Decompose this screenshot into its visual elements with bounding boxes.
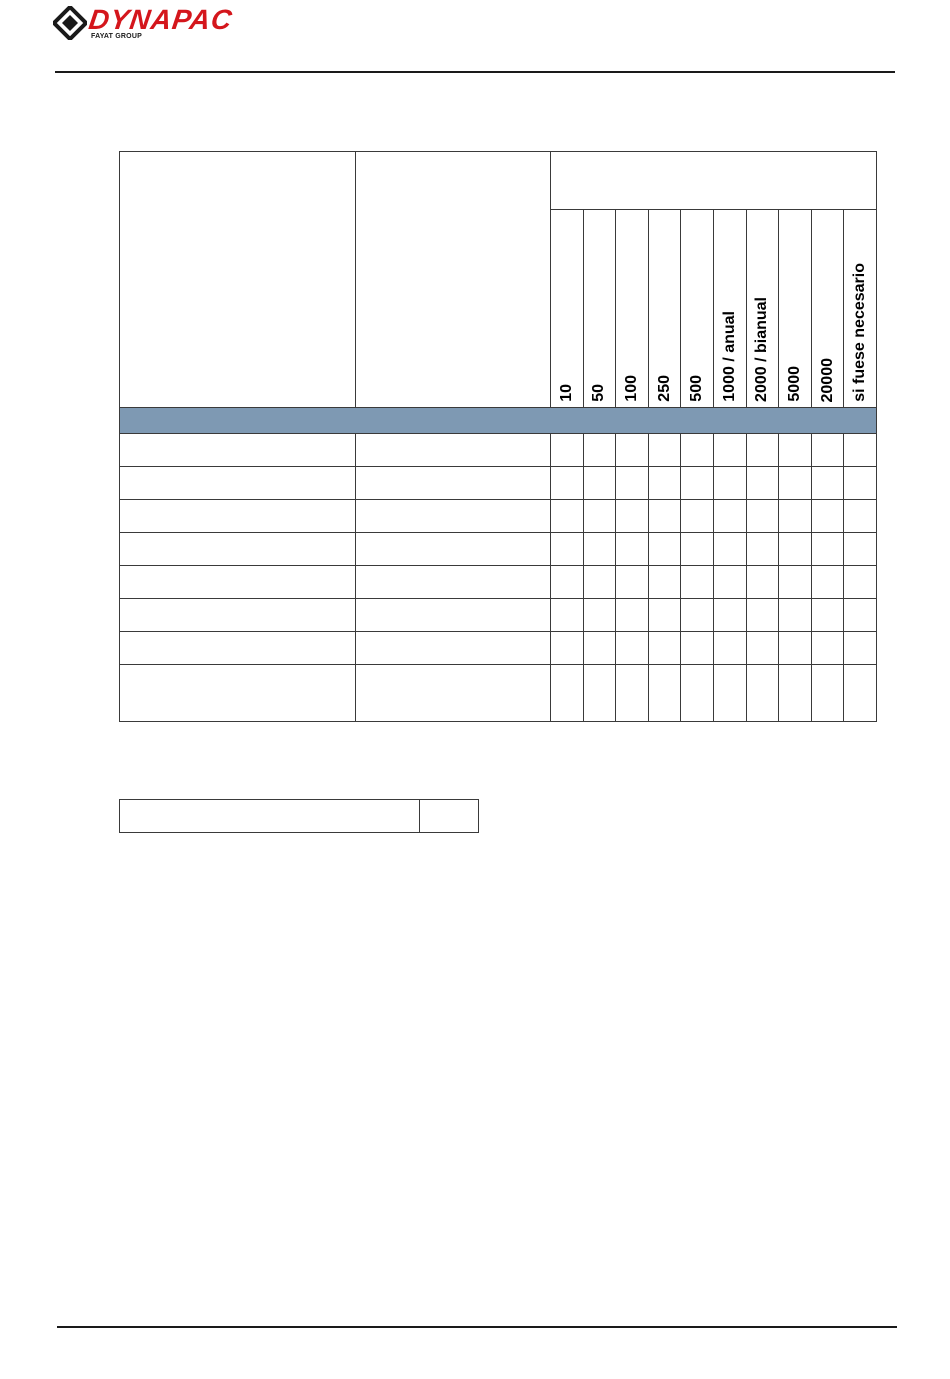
interval-header-10: 10 bbox=[551, 210, 584, 408]
interval-check-cell bbox=[811, 434, 844, 467]
interval-check-cell bbox=[648, 434, 681, 467]
interval-check-cell bbox=[844, 665, 877, 722]
interval-check-cell bbox=[681, 434, 714, 467]
interval-check-cell bbox=[779, 599, 812, 632]
table-row bbox=[120, 500, 877, 533]
interval-check-cell bbox=[583, 467, 616, 500]
table-row bbox=[120, 632, 877, 665]
description-cell bbox=[356, 566, 551, 599]
interval-check-cell bbox=[551, 500, 584, 533]
header-cell-item bbox=[120, 152, 356, 408]
interval-check-cell bbox=[648, 467, 681, 500]
brand-subtitle: FAYAT GROUP bbox=[91, 33, 142, 40]
interval-header-250: 250 bbox=[648, 210, 681, 408]
section-header-cell bbox=[120, 408, 877, 434]
table-body bbox=[120, 434, 877, 722]
interval-check-cell bbox=[583, 665, 616, 722]
interval-check-cell bbox=[779, 467, 812, 500]
item-cell bbox=[120, 434, 356, 467]
table-row bbox=[120, 566, 877, 599]
interval-check-cell bbox=[681, 533, 714, 566]
interval-check-cell bbox=[779, 566, 812, 599]
maintenance-schedule-table bbox=[119, 151, 877, 722]
table-row bbox=[120, 665, 877, 722]
interval-check-cell bbox=[746, 599, 779, 632]
summary-value-cell bbox=[420, 800, 479, 833]
interval-check-cell bbox=[681, 500, 714, 533]
table-header-row bbox=[120, 152, 877, 210]
header-cell-intervals-group bbox=[551, 152, 877, 210]
interval-check-cell bbox=[648, 566, 681, 599]
interval-check-cell bbox=[681, 599, 714, 632]
interval-check-cell bbox=[779, 665, 812, 722]
footer-divider bbox=[57, 1326, 897, 1328]
item-cell bbox=[120, 500, 356, 533]
interval-check-cell bbox=[746, 665, 779, 722]
interval-check-cell bbox=[844, 632, 877, 665]
interval-check-cell bbox=[616, 467, 649, 500]
interval-header-1000: 1000 / anual bbox=[713, 210, 746, 408]
interval-check-cell bbox=[713, 599, 746, 632]
interval-check-cell bbox=[713, 533, 746, 566]
interval-check-cell bbox=[746, 632, 779, 665]
description-cell bbox=[356, 533, 551, 566]
item-cell bbox=[120, 566, 356, 599]
interval-check-cell bbox=[681, 632, 714, 665]
interval-check-cell bbox=[616, 566, 649, 599]
interval-check-cell bbox=[713, 566, 746, 599]
interval-header-50: 50 bbox=[583, 210, 616, 408]
interval-check-cell bbox=[713, 434, 746, 467]
interval-check-cell bbox=[551, 665, 584, 722]
interval-check-cell bbox=[648, 665, 681, 722]
interval-check-cell bbox=[746, 500, 779, 533]
interval-check-cell bbox=[616, 599, 649, 632]
brand-name: DYNAPAC bbox=[86, 4, 235, 35]
interval-check-cell bbox=[681, 566, 714, 599]
interval-check-cell bbox=[551, 467, 584, 500]
interval-check-cell bbox=[844, 533, 877, 566]
interval-check-cell bbox=[551, 599, 584, 632]
interval-check-cell bbox=[844, 467, 877, 500]
interval-check-cell bbox=[844, 599, 877, 632]
interval-check-cell bbox=[746, 434, 779, 467]
item-cell bbox=[120, 533, 356, 566]
interval-check-cell bbox=[779, 434, 812, 467]
interval-check-cell bbox=[681, 665, 714, 722]
interval-header-500: 500 bbox=[681, 210, 714, 408]
interval-check-cell bbox=[583, 566, 616, 599]
interval-check-cell bbox=[811, 566, 844, 599]
interval-check-cell bbox=[551, 434, 584, 467]
interval-check-cell bbox=[648, 500, 681, 533]
table-row bbox=[120, 599, 877, 632]
interval-check-cell bbox=[746, 467, 779, 500]
item-cell bbox=[120, 665, 356, 722]
interval-check-cell bbox=[616, 434, 649, 467]
interval-check-cell bbox=[616, 500, 649, 533]
interval-check-cell bbox=[811, 632, 844, 665]
item-cell bbox=[120, 599, 356, 632]
summary-row bbox=[120, 800, 479, 833]
table-row bbox=[120, 467, 877, 500]
description-cell bbox=[356, 434, 551, 467]
item-cell bbox=[120, 467, 356, 500]
interval-header-5000: 5000 bbox=[779, 210, 812, 408]
interval-check-cell bbox=[551, 632, 584, 665]
interval-check-cell bbox=[681, 467, 714, 500]
header-divider bbox=[55, 71, 895, 73]
interval-header-20000: 20000 bbox=[811, 210, 844, 408]
interval-check-cell bbox=[844, 434, 877, 467]
interval-check-cell bbox=[648, 632, 681, 665]
interval-check-cell bbox=[811, 665, 844, 722]
interval-check-cell bbox=[779, 533, 812, 566]
interval-check-cell bbox=[811, 599, 844, 632]
header-cell-description bbox=[356, 152, 551, 408]
interval-check-cell bbox=[583, 632, 616, 665]
interval-check-cell bbox=[551, 566, 584, 599]
interval-check-cell bbox=[844, 500, 877, 533]
dynapac-diamond-icon bbox=[53, 6, 87, 40]
interval-check-cell bbox=[583, 533, 616, 566]
interval-check-cell bbox=[583, 599, 616, 632]
interval-check-cell bbox=[811, 533, 844, 566]
description-cell bbox=[356, 467, 551, 500]
table-row bbox=[120, 533, 877, 566]
interval-check-cell bbox=[713, 632, 746, 665]
section-header-row bbox=[120, 408, 877, 434]
interval-check-cell bbox=[648, 599, 681, 632]
interval-check-cell bbox=[844, 566, 877, 599]
table-row bbox=[120, 434, 877, 467]
description-cell bbox=[356, 500, 551, 533]
interval-check-cell bbox=[583, 434, 616, 467]
interval-check-cell bbox=[779, 500, 812, 533]
interval-check-cell bbox=[713, 665, 746, 722]
interval-check-cell bbox=[811, 467, 844, 500]
interval-check-cell bbox=[779, 632, 812, 665]
dynapac-logo bbox=[53, 4, 313, 46]
interval-check-cell bbox=[713, 467, 746, 500]
interval-check-cell bbox=[746, 566, 779, 599]
interval-check-cell bbox=[583, 500, 616, 533]
interval-check-cell bbox=[713, 500, 746, 533]
interval-check-cell bbox=[616, 533, 649, 566]
interval-check-cell bbox=[616, 665, 649, 722]
interval-header-2000: 2000 / bianual bbox=[746, 210, 779, 408]
summary-label-cell bbox=[120, 800, 420, 833]
description-cell bbox=[356, 599, 551, 632]
interval-check-cell bbox=[648, 533, 681, 566]
summary-table bbox=[119, 799, 479, 833]
interval-check-cell bbox=[551, 533, 584, 566]
interval-header-100: 100 bbox=[616, 210, 649, 408]
interval-check-cell bbox=[811, 500, 844, 533]
interval-check-cell bbox=[616, 632, 649, 665]
description-cell bbox=[356, 665, 551, 722]
description-cell bbox=[356, 632, 551, 665]
interval-header-as-needed: si fuese necesario bbox=[844, 210, 877, 408]
interval-check-cell bbox=[746, 533, 779, 566]
item-cell bbox=[120, 632, 356, 665]
